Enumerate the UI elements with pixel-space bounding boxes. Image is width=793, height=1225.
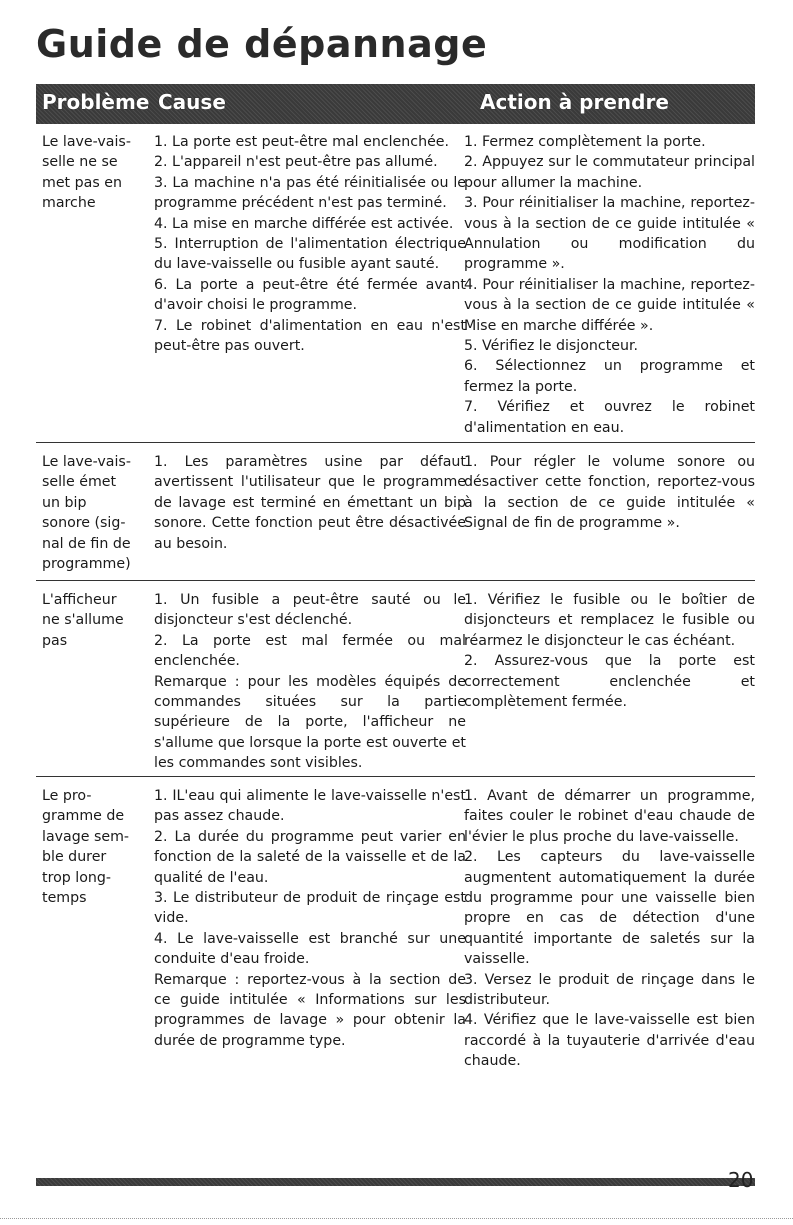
problem-line: nal de fin de — [42, 535, 131, 552]
action-item: 3. Pour réinitialiser la machine, reportez-vous à la section de ce guide intitulée « Annulation ou modification du programme ». — [464, 195, 755, 273]
cause-cell — [154, 786, 466, 1051]
problem-line: sonore (sig- — [42, 515, 126, 532]
row-divider — [36, 442, 755, 443]
cause-item: 7. Le robinet d'alimentation en eau n'est peut-être pas ouvert. — [154, 317, 466, 355]
problem-line: ne s'allume — [42, 612, 124, 629]
action-cell — [464, 452, 755, 534]
cause-cell — [154, 132, 466, 356]
action-item: 1. Pour régler le volume sonore ou désactiver cette fonction, reportez-vous à la section de ce guide intitulée « Signal de fin de programme ». — [464, 454, 755, 532]
cause-cell — [154, 590, 466, 774]
cause-item: 1. La porte est peut-être mal enclenchée. — [154, 134, 450, 150]
problem-cell — [42, 132, 150, 214]
problem-line: programme) — [42, 556, 131, 573]
problem-line: ble durer — [42, 849, 107, 866]
action-item: 1. Vérifiez le fusible ou le boîtier de disjoncteurs et remplacez le fusible ou réarmez le disjoncteur le cas échéant. — [464, 592, 755, 649]
action-item: 2. Les capteurs du lave-vaisselle augmentent automatiquement la durée du programme pour une vaisselle bien propre en cas de détection d'une quantité importante de saletés sur la vaisselle. — [464, 849, 755, 968]
cause-item: 2. La durée du programme peut varier en fonction de la saleté de la vaisselle et de la qualité de l'eau. — [154, 828, 466, 886]
problem-line: met pas en — [42, 174, 122, 191]
cause-cell — [154, 452, 466, 554]
problem-cell — [42, 786, 150, 908]
problem-line: Le lave-vais- — [42, 454, 131, 470]
action-item: 2. Appuyez sur le commutateur principal pour allumer la machine. — [464, 154, 755, 191]
problem-cell — [42, 452, 150, 574]
problem-line: marche — [42, 195, 96, 212]
cause-item: 2. La porte est mal fermée ou mal enclenchée. — [154, 632, 466, 670]
cause-item: 5. Interruption de l'alimentation électrique du lave-vaisselle ou fusible ayant sauté. — [154, 236, 466, 273]
action-cell — [464, 590, 755, 712]
action-item: 5. Vérifiez le disjoncteur. — [464, 338, 639, 355]
action-item: 1. Fermez complètement la porte. — [464, 134, 706, 150]
cause-item: 1. Les paramètres usine par défaut avertissent l'utilisateur que le programme de lavage est terminé en émettant un bip sonore. Cette fonction peut être désactivée au besoin. — [154, 454, 466, 552]
action-item: 1. Avant de démarrer un programme, faites couler le robinet d'eau chaude de l'évier le plus proche du lave-vaisselle. — [464, 788, 755, 845]
problem-line: selle ne se — [42, 154, 118, 171]
problem-line: temps — [42, 890, 87, 907]
problem-line: lavage sem- — [42, 828, 130, 845]
header-problem: Problème — [42, 90, 150, 114]
problem-line: gramme de — [42, 808, 125, 825]
cause-item: 4. Le lave-vaisselle est branché sur une conduite d'eau froide. — [154, 930, 466, 968]
header-action: Action à prendre — [480, 90, 669, 114]
cause-item: 3. Le distributeur de produit de rinçage est vide. — [154, 890, 466, 927]
problem-line: L'afficheur — [42, 592, 117, 608]
row-divider — [36, 776, 755, 777]
cause-note: Remarque : pour les modèles équipés de commandes situées sur la partie supérieure de la porte, l'afficheur ne s'allume que lorsque la porte est ouverte et les commandes sont visibles. — [154, 673, 466, 772]
action-item: 7. Vérifiez et ouvrez le robinet d'alimentation en eau. — [464, 399, 755, 436]
action-item: 2. Assurez-vous que la porte est correctement enclenchée et complètement fermée. — [464, 653, 755, 711]
cause-item: 1. IL'eau qui alimente le lave-vaisselle n'est pas assez chaude. — [154, 788, 466, 825]
table-header — [36, 84, 755, 124]
problem-line: Le pro- — [42, 788, 92, 804]
action-item: 3. Versez le produit de rinçage dans le distributeur. — [464, 971, 755, 1009]
action-item: 4. Vérifiez que le lave-vaisselle est bien raccordé à la tuyauterie d'arrivée d'eau chaude. — [464, 1012, 755, 1070]
problem-line: Le lave-vais- — [42, 134, 131, 150]
row-divider — [36, 580, 755, 581]
page-title: Guide de dépannage — [36, 22, 488, 66]
problem-line: selle émet — [42, 474, 117, 491]
page-edge-rule — [0, 1218, 793, 1219]
cause-item: 3. La machine n'a pas été réinitialisée ou le programme précédent n'est pas terminé. — [154, 174, 466, 212]
cause-note: Remarque : reportez-vous à la section de ce guide intitulée « Informations sur les programmes de lavage » pour obtenir la durée de programme type. — [154, 971, 466, 1049]
cause-item: 2. L'appareil n'est peut-être pas allumé. — [154, 154, 438, 171]
problem-line: un bip — [42, 494, 87, 511]
header-cause: Cause — [158, 90, 226, 114]
action-item: 6. Sélectionnez un programme et fermez la porte. — [464, 358, 755, 395]
page-number: 20 — [728, 1168, 754, 1192]
problem-cell — [42, 590, 150, 651]
problem-line: pas — [42, 632, 68, 649]
action-cell — [464, 786, 755, 1072]
table-footer-bar — [36, 1178, 755, 1186]
cause-item: 1. Un fusible a peut-être sauté ou le disjoncteur s'est déclenché. — [154, 592, 466, 629]
cause-item: 6. La porte a peut-être été fermée avant d'avoir choisi le programme. — [154, 276, 466, 314]
cause-item: 4. La mise en marche différée est activée. — [154, 215, 454, 232]
action-item: 4. Pour réinitialiser la machine, reportez-vous à la section de ce guide intitulée « Mise en marche différée ». — [464, 276, 755, 334]
problem-line: trop long- — [42, 869, 112, 886]
action-cell — [464, 132, 755, 438]
